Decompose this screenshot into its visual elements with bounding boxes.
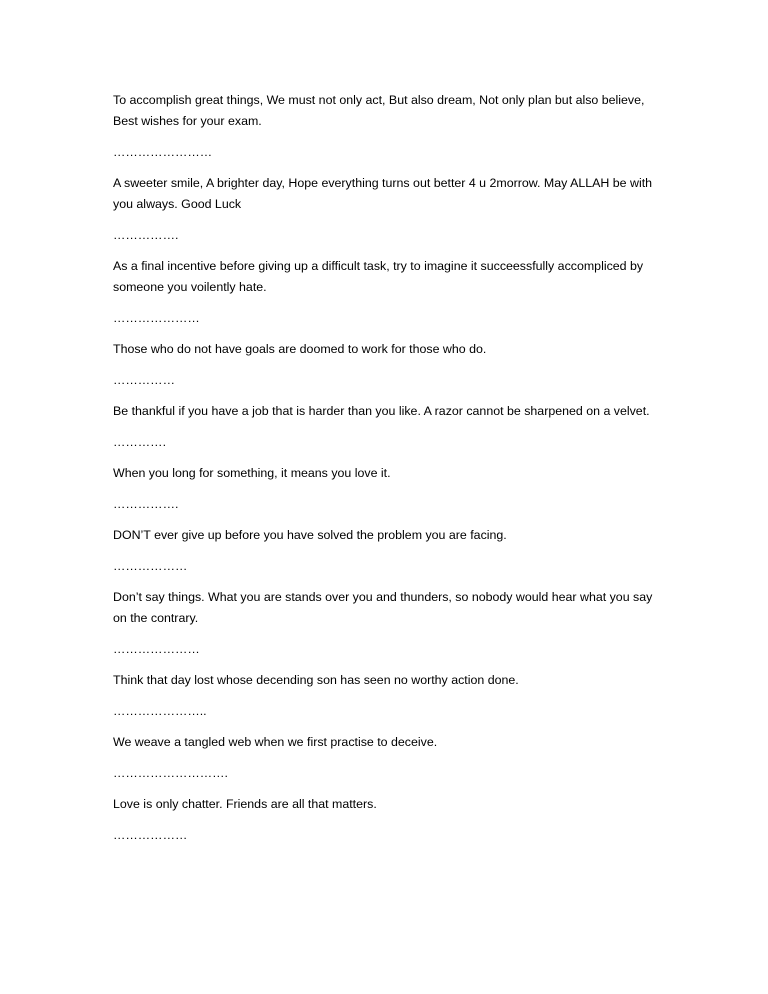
separator-dots: ………………… [113, 642, 200, 656]
separator-dots: ……………… [113, 559, 188, 573]
quote-paragraph: We weave a tangled web when we first practise to deceive. [113, 735, 438, 749]
quote-paragraph: As a final incentive before giving up a difficult task, try to imagine it succeessfully accompliced by someone you voilently hate. [113, 259, 644, 294]
separator-dots: …………… [113, 373, 175, 387]
separator-dots: ……………. [113, 497, 179, 511]
quote-paragraph: Don’t say things. What you are stands over you and thunders, so nobody would hear what you say on the contrary. [113, 590, 653, 625]
separator-dots: ……………. [113, 228, 179, 242]
quote-paragraph: Those who do not have goals are doomed to work for those who do. [113, 342, 487, 356]
separator-dots: ……………… [113, 828, 188, 842]
quote-paragraph: DON’T ever give up before you have solved the problem you are facing. [113, 528, 507, 542]
quote-paragraph: When you long for something, it means you love it. [113, 466, 391, 480]
quote-paragraph: A sweeter smile, A brighter day, Hope everything turns out better 4 u 2morrow. May ALLAH be with you always. Good Luck [113, 176, 653, 211]
quote-paragraph: Think that day lost whose decending son has seen no worthy action done. [113, 673, 519, 687]
separator-dots: ………………… [113, 311, 200, 325]
separator-dots: …………………… [113, 145, 213, 159]
separator-dots: ………………….. [113, 704, 207, 718]
separator-dots: ………………………. [113, 766, 228, 780]
document-body [113, 90, 658, 856]
separator-dots: …………. [113, 435, 167, 449]
quote-paragraph: Love is only chatter. Friends are all that matters. [113, 797, 377, 811]
quote-paragraph: Be thankful if you have a job that is harder than you like. A razor cannot be sharpened on a velvet. [113, 404, 650, 418]
quote-paragraph: To accomplish great things, We must not only act, But also dream, Not only plan but also believe, Best wishes for your exam. [113, 93, 645, 128]
